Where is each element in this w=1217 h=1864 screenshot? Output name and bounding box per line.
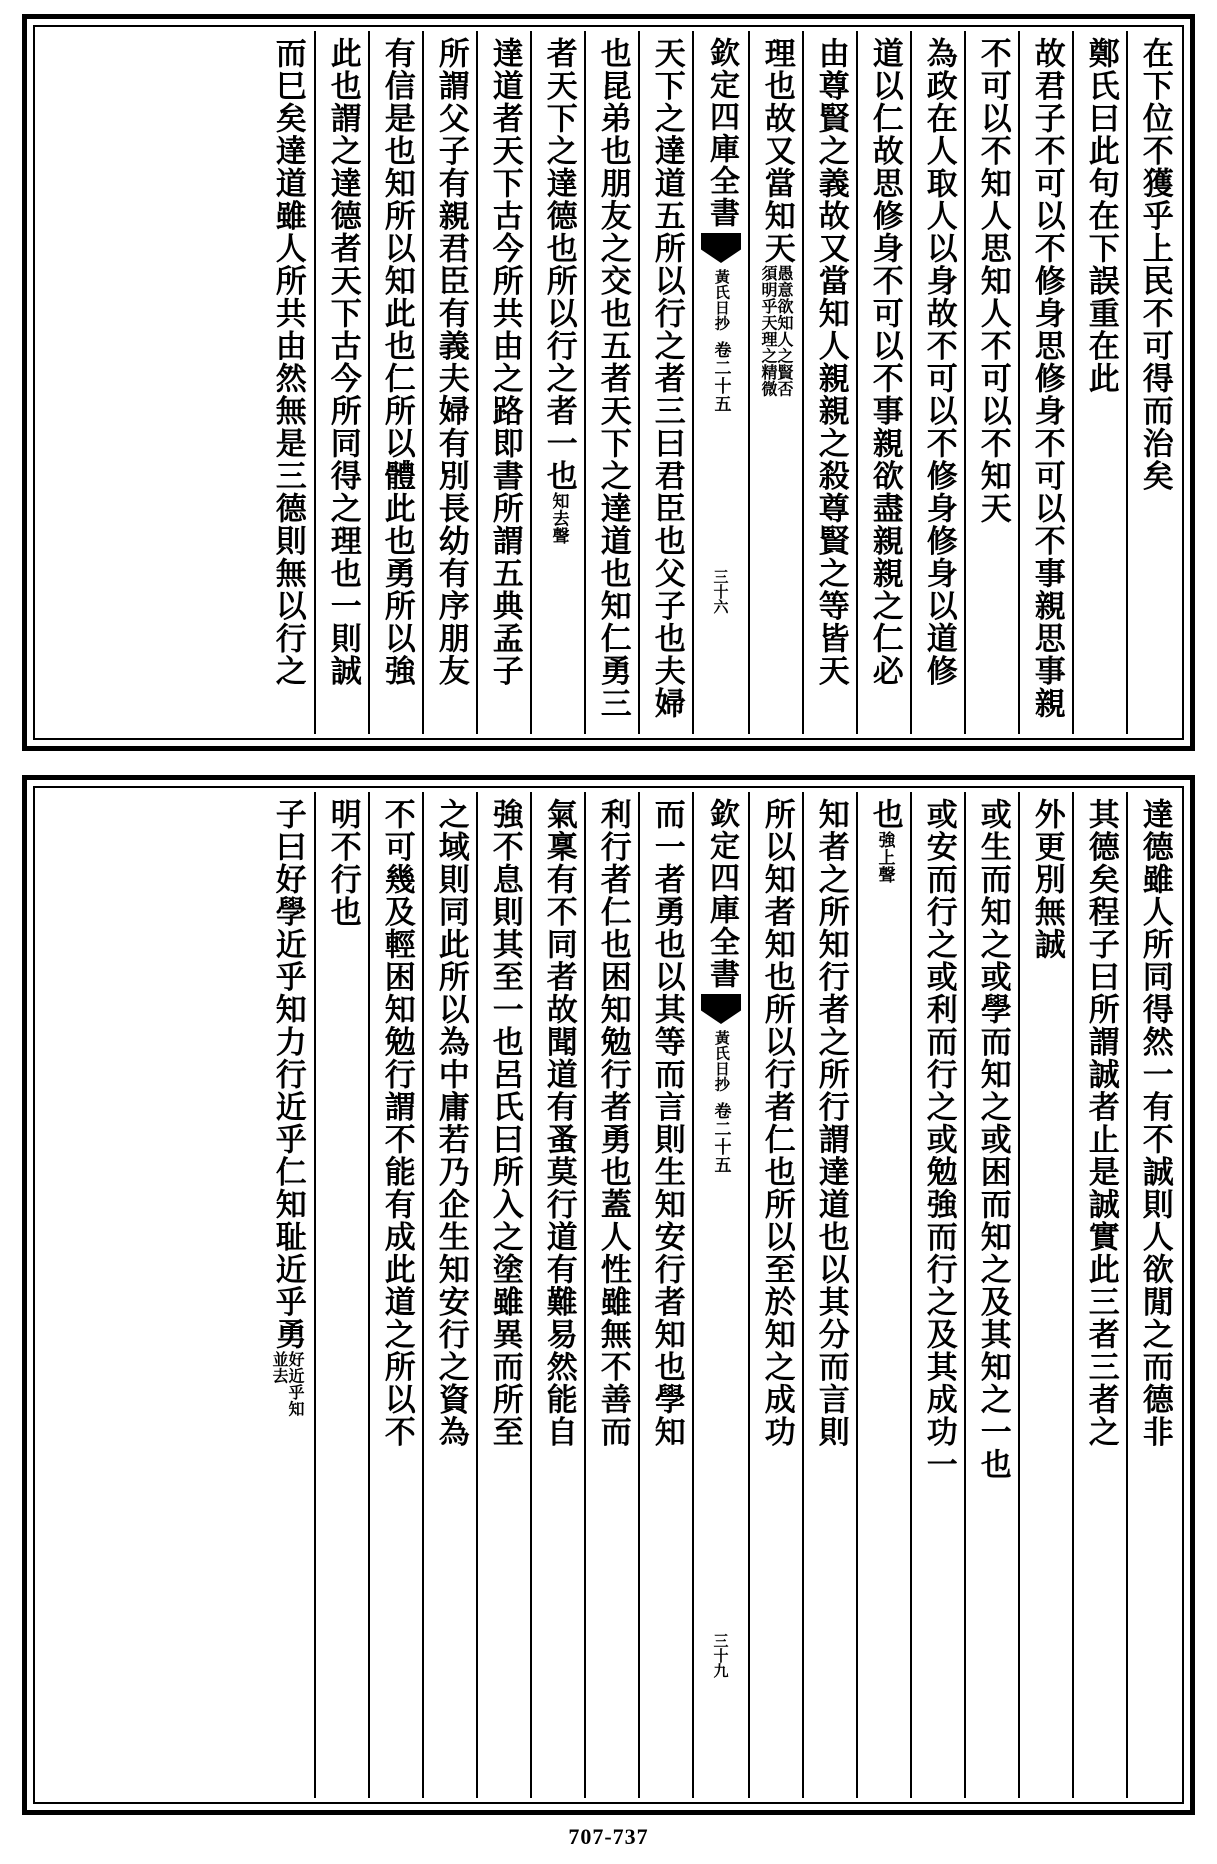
annotation-text: 須明乎天理之精微 <box>759 264 778 397</box>
text-column <box>422 31 476 734</box>
text-column <box>476 792 530 1798</box>
annotation-text: 知去聲 <box>548 492 569 545</box>
book-title: 欽定四庫全書 <box>704 37 739 229</box>
column-text: 不可幾及輕困知勉行謂不能有成此道之所以不 <box>378 798 415 1448</box>
column-text: 由尊賢之義故又當知人親親之殺尊賢之等皆天 <box>812 37 849 687</box>
column-text: 氣稟有不同者故聞道有蚤莫行道有難易然能自 <box>540 798 577 1448</box>
column-text: 而巳矣達道雖人所共由然無是三德則無以行之 <box>269 37 306 687</box>
text-column <box>314 31 368 734</box>
column-text: 理也故又當知天 <box>758 37 795 265</box>
text-column <box>856 31 910 734</box>
text-column <box>368 31 422 734</box>
column-text: 其德矣程子曰所謂誠者止是誠實此三者三者之 <box>1082 798 1119 1448</box>
column-text: 天下之達道五所以行之者三曰君臣也父子也夫婦 <box>648 37 685 720</box>
center-fold-title-block <box>692 792 748 1798</box>
text-column <box>910 792 964 1798</box>
text-column-with-annotation <box>748 31 802 734</box>
text-column <box>802 31 856 734</box>
work-title: 黃氏日抄 <box>712 269 731 331</box>
text-column <box>584 31 638 734</box>
text-column <box>964 31 1018 734</box>
text-column <box>638 792 692 1798</box>
column-text: 達德雖人所同得然一有不誠則人欲閒之而德非 <box>1136 798 1173 1448</box>
annotation-text: 並去 <box>270 1350 289 1384</box>
text-column <box>802 792 856 1798</box>
annotation-text: 強上聲 <box>874 830 895 883</box>
column-text: 子曰好學近乎知力行近乎仁知耻近乎勇 <box>269 798 306 1351</box>
fish-tail-mark <box>701 994 741 1024</box>
text-column <box>1126 792 1180 1798</box>
column-text: 不可以不知人思知人不可以不知天 <box>974 37 1011 525</box>
text-column-with-annotation <box>260 792 314 1798</box>
text-column <box>314 792 368 1798</box>
page-footer-number: 707-737 <box>568 1824 649 1849</box>
column-text: 知者之所知行者之所行謂達道也以其分而言則 <box>812 798 849 1448</box>
book-title: 欽定四庫全書 <box>704 798 739 990</box>
column-text: 達道者天下古今所共由之路即書所謂五典孟子 <box>486 37 523 687</box>
work-title: 黃氏日抄 <box>712 1030 731 1092</box>
text-column <box>748 792 802 1798</box>
column-text: 道以仁故思修身不可以不事親欲盡親親之仁必 <box>866 37 903 687</box>
column-text: 或安而行之或利而行之或勉強而行之及其成功一 <box>920 798 957 1481</box>
column-text: 有信是也知所以知此也仁所以體此也勇所以強 <box>378 37 415 687</box>
text-column-with-annotation <box>856 792 910 1798</box>
column-text: 所以知者知也所以行者仁也所以至於知之成功 <box>758 798 795 1448</box>
text-column <box>638 31 692 734</box>
column-text: 所謂父子有親君臣有義夫婦有別長幼有序朋友 <box>432 37 469 687</box>
interlinear-annotation <box>271 1351 303 1417</box>
text-column <box>260 31 314 734</box>
document-leaf-top <box>22 14 1195 751</box>
column-text: 也昆弟也朋友之交也五者天下之達道也知仁勇三 <box>594 37 631 720</box>
text-column <box>1018 792 1072 1798</box>
column-text: 而一者勇也以其等而言則生知安行者知也學知 <box>648 798 685 1448</box>
column-text: 之域則同此所以為中庸若乃企生知安行之資為 <box>432 798 469 1448</box>
text-column <box>1126 31 1180 734</box>
center-fold-title-block <box>692 31 748 734</box>
column-text: 故君子不可以不修身思修身不可以不事親思事親 <box>1028 37 1065 720</box>
leaf-top-columns <box>33 25 1184 740</box>
text-column <box>1018 31 1072 734</box>
leaf-page-number: 三十六 <box>711 569 730 614</box>
text-column <box>476 31 530 734</box>
column-text: 者天下之達德也所以行之者一也 <box>540 37 577 492</box>
column-text: 利行者仁也困知勉行者勇也蓋人性雖無不善而 <box>594 798 631 1448</box>
text-column <box>422 792 476 1798</box>
column-text: 明不行也 <box>324 798 361 928</box>
text-column-with-annotation <box>530 31 584 734</box>
text-column <box>964 792 1018 1798</box>
column-text: 為政在人取人以身故不可以不修身修身以道修 <box>920 37 957 687</box>
column-text: 鄭氏曰此句在下誤重在此 <box>1082 37 1119 395</box>
column-text: 外更別無誠 <box>1028 798 1065 961</box>
column-text: 也 <box>866 798 903 831</box>
column-text: 強不息則其至一也呂氏曰所入之塗雖異而所至 <box>486 798 523 1448</box>
text-column <box>368 792 422 1798</box>
text-column <box>584 792 638 1798</box>
column-text: 在下位不獲乎上民不可得而治矣 <box>1136 37 1173 492</box>
text-column <box>1072 31 1126 734</box>
interlinear-annotation <box>760 265 792 397</box>
text-column <box>530 792 584 1798</box>
volume-label: 卷二十五 <box>710 1102 731 1174</box>
annotation-text: 好近乎知 <box>286 1350 305 1417</box>
text-column <box>1072 792 1126 1798</box>
volume-label: 卷二十五 <box>710 341 731 413</box>
document-leaf-bottom <box>22 775 1195 1815</box>
text-column <box>910 31 964 734</box>
column-text: 或生而知之或學而知之或困而知之及其知之一也 <box>974 798 1011 1481</box>
fish-tail-mark <box>701 233 741 263</box>
leaf-bottom-columns <box>33 786 1184 1804</box>
annotation-text: 愚意欲知人之賢否 <box>775 264 794 397</box>
column-text: 此也謂之達德者天下古今所同得之理也一則誠 <box>324 37 361 687</box>
leaf-page-number: 三十九 <box>711 1633 730 1678</box>
